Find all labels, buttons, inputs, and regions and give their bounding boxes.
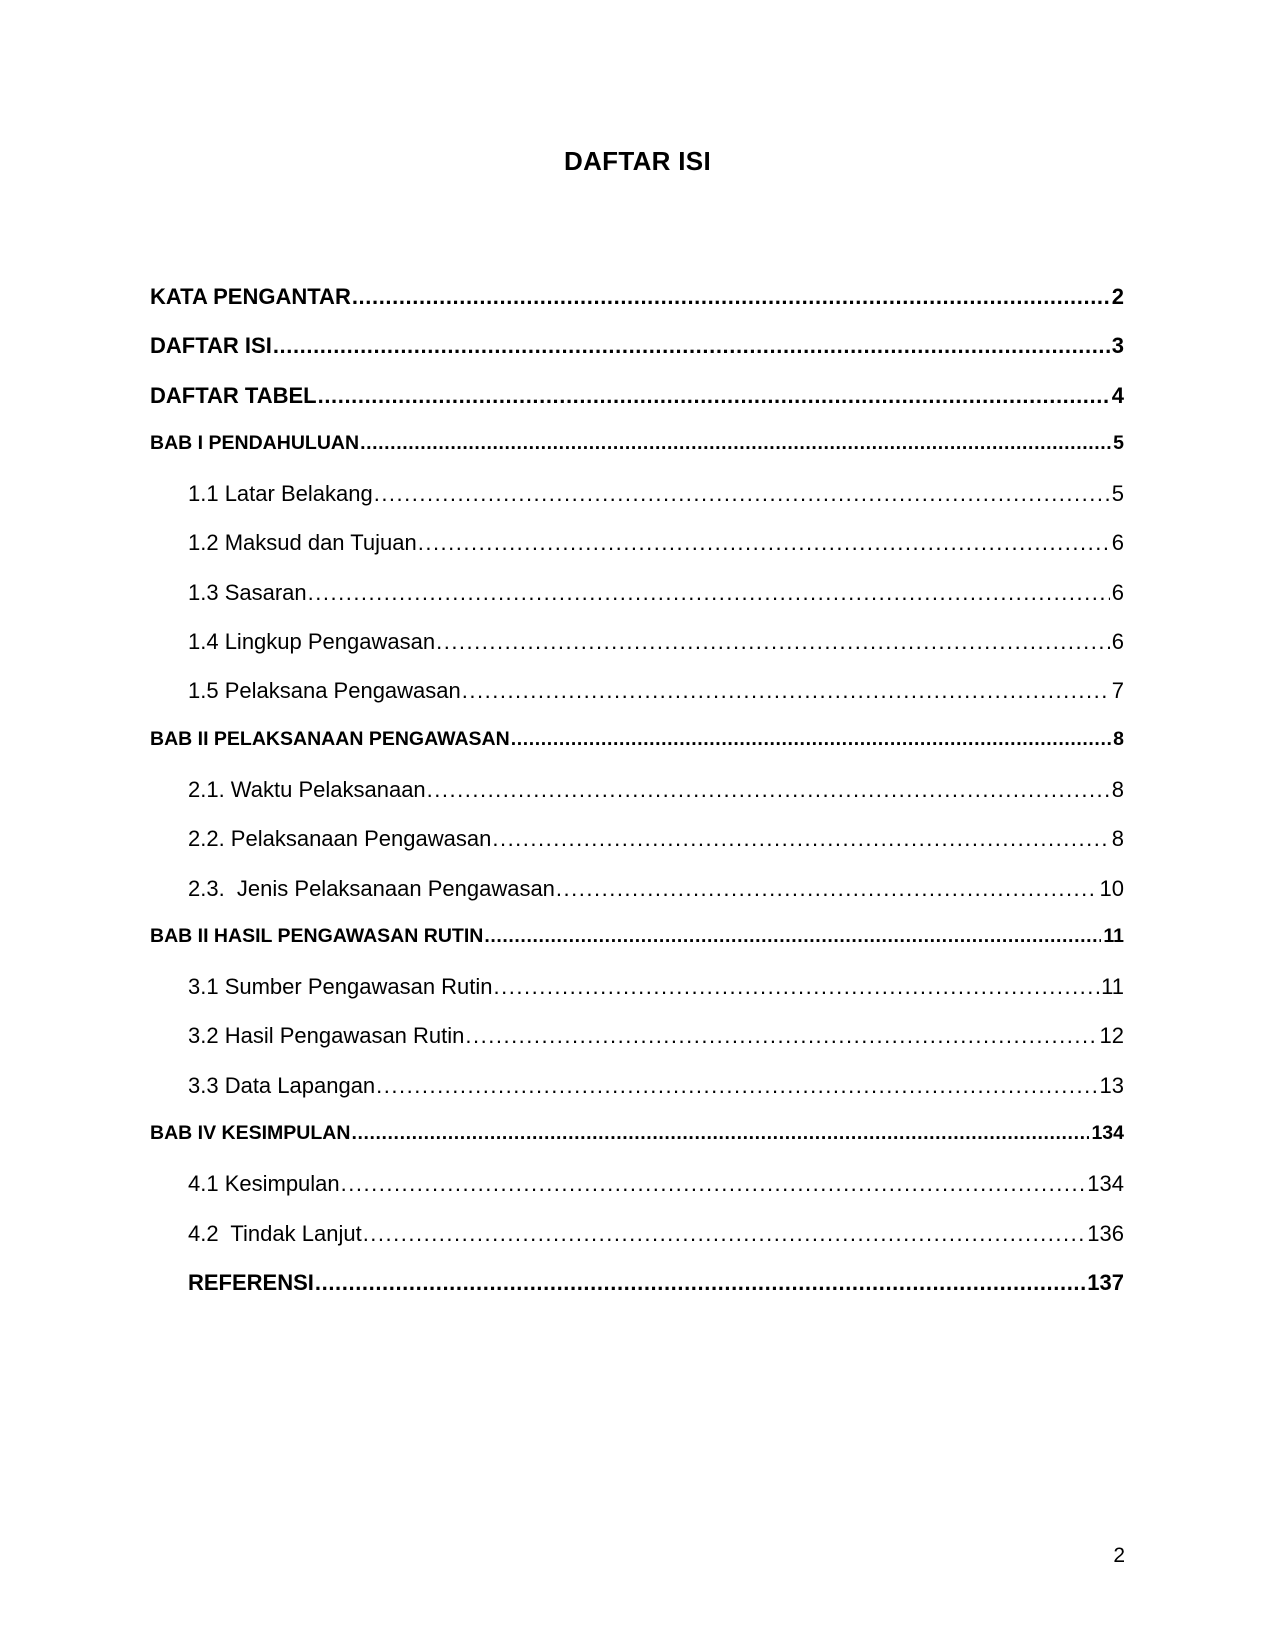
toc-entry-label: DAFTAR TABEL — [150, 382, 317, 408]
toc-entry-3-1[interactable] — [150, 974, 1124, 1023]
toc-entry-daftar-isi[interactable] — [150, 333, 1124, 382]
toc-entry-page: 12 — [1099, 1023, 1124, 1049]
dot-leader — [427, 777, 1110, 803]
toc-entry-page: 6 — [1111, 530, 1124, 556]
dot-leader — [484, 925, 1101, 948]
toc-entry-label: 2.3. Jenis Pelaksanaan Pengawasan — [188, 875, 555, 901]
toc-entry-page: 134 — [1087, 1171, 1124, 1197]
toc-entry-label: 4.2 Tindak Lanjut — [188, 1220, 362, 1246]
toc-entry-label: 1.3 Sasaran — [188, 579, 307, 605]
toc-entry-1-3[interactable] — [150, 580, 1124, 629]
toc-entry-2-2[interactable] — [150, 826, 1124, 875]
dot-leader — [308, 580, 1110, 606]
toc-entry-page: 6 — [1111, 579, 1124, 605]
dot-leader — [273, 333, 1110, 359]
dot-leader — [462, 678, 1110, 704]
table-of-contents — [150, 284, 1124, 1319]
dot-leader — [341, 1171, 1086, 1197]
toc-entry-page: 13 — [1099, 1072, 1124, 1098]
page-number: 2 — [1113, 1544, 1125, 1567]
dot-leader — [436, 629, 1110, 655]
dot-leader — [352, 284, 1110, 310]
toc-entry-daftar-tabel[interactable] — [150, 383, 1124, 432]
toc-entry-label: BAB II PELAKSANAAN PENGAWASAN — [150, 727, 510, 750]
toc-entry-page: 137 — [1087, 1269, 1124, 1295]
toc-entry-label: BAB I PENDAHULUAN — [150, 431, 360, 454]
toc-entry-label: KATA PENGANTAR — [150, 284, 351, 309]
toc-entry-3-3[interactable] — [150, 1073, 1124, 1122]
dot-leader — [374, 481, 1110, 507]
dot-leader — [360, 432, 1111, 455]
toc-entry-label: 1.5 Pelaksana Pengawasan — [188, 678, 461, 704]
toc-entry-page: 11 — [1101, 974, 1124, 1000]
toc-entry-bab-3[interactable] — [150, 925, 1124, 974]
toc-entry-label: 3.1 Sumber Pengawasan Rutin — [188, 974, 493, 1000]
toc-entry-3-2[interactable] — [150, 1023, 1124, 1072]
toc-entry-label: 2.2. Pelaksanaan Pengawasan — [188, 826, 492, 852]
toc-entry-page: 8 — [1111, 826, 1124, 852]
toc-entry-label: DAFTAR ISI — [150, 333, 272, 359]
dot-leader — [492, 826, 1109, 852]
dot-leader — [376, 1073, 1097, 1099]
toc-entry-label: BAB IV KESIMPULAN — [150, 1122, 351, 1145]
toc-entry-bab-2[interactable] — [150, 728, 1124, 777]
toc-entry-label: REFERENSI — [188, 1269, 314, 1295]
dot-leader — [363, 1221, 1086, 1247]
toc-entry-4-1[interactable] — [150, 1171, 1124, 1220]
toc-entry-2-1[interactable] — [150, 777, 1124, 826]
dot-leader — [556, 876, 1098, 902]
dot-leader — [418, 530, 1110, 556]
toc-entry-1-2[interactable] — [150, 530, 1124, 579]
toc-entry-1-5[interactable] — [150, 678, 1124, 727]
toc-entry-label: 1.1 Latar Belakang — [188, 481, 373, 507]
toc-entry-page: 3 — [1111, 333, 1124, 359]
toc-entry-2-3[interactable] — [150, 876, 1124, 925]
dot-leader — [511, 728, 1111, 751]
page-title: DAFTAR ISI — [564, 146, 711, 176]
toc-entry-page: 134 — [1091, 1122, 1124, 1145]
toc-entry-page: 136 — [1087, 1220, 1124, 1246]
toc-entry-label: 4.1 Kesimpulan — [188, 1171, 340, 1197]
dot-leader — [351, 1122, 1089, 1145]
toc-entry-label: BAB II HASIL PENGAWASAN RUTIN — [150, 924, 484, 947]
toc-entry-page: 2 — [1111, 284, 1124, 309]
toc-entry-label: 1.2 Maksud dan Tujuan — [188, 530, 417, 556]
toc-entry-page: 4 — [1111, 382, 1124, 408]
dot-leader — [318, 383, 1110, 409]
dot-leader — [465, 1023, 1097, 1049]
dot-leader — [315, 1270, 1085, 1296]
toc-entry-label: 1.4 Lingkup Pengawasan — [188, 629, 436, 655]
toc-entry-page: 10 — [1099, 875, 1124, 901]
toc-entry-bab-4[interactable] — [150, 1122, 1124, 1171]
toc-entry-label: 3.3 Data Lapangan — [188, 1072, 376, 1098]
dot-leader — [494, 974, 1100, 1000]
toc-entry-page: 11 — [1103, 924, 1124, 947]
toc-entry-bab-1[interactable] — [150, 432, 1124, 481]
toc-entry-4-2[interactable] — [150, 1221, 1124, 1270]
toc-entry-1-1[interactable] — [150, 481, 1124, 530]
toc-entry-label: 3.2 Hasil Pengawasan Rutin — [188, 1023, 465, 1049]
toc-entry-1-4[interactable] — [150, 629, 1124, 678]
toc-entry-page: 5 — [1113, 431, 1124, 454]
toc-entry-label: 2.1. Waktu Pelaksanaan — [188, 776, 426, 802]
toc-entry-page: 8 — [1113, 727, 1124, 750]
toc-entry-page: 6 — [1111, 629, 1124, 655]
toc-entry-page: 8 — [1111, 776, 1124, 802]
toc-entry-page: 7 — [1111, 678, 1124, 704]
toc-entry-page: 5 — [1111, 481, 1124, 507]
toc-entry-kata-pengantar[interactable] — [150, 284, 1124, 333]
toc-entry-referensi[interactable] — [150, 1270, 1124, 1319]
